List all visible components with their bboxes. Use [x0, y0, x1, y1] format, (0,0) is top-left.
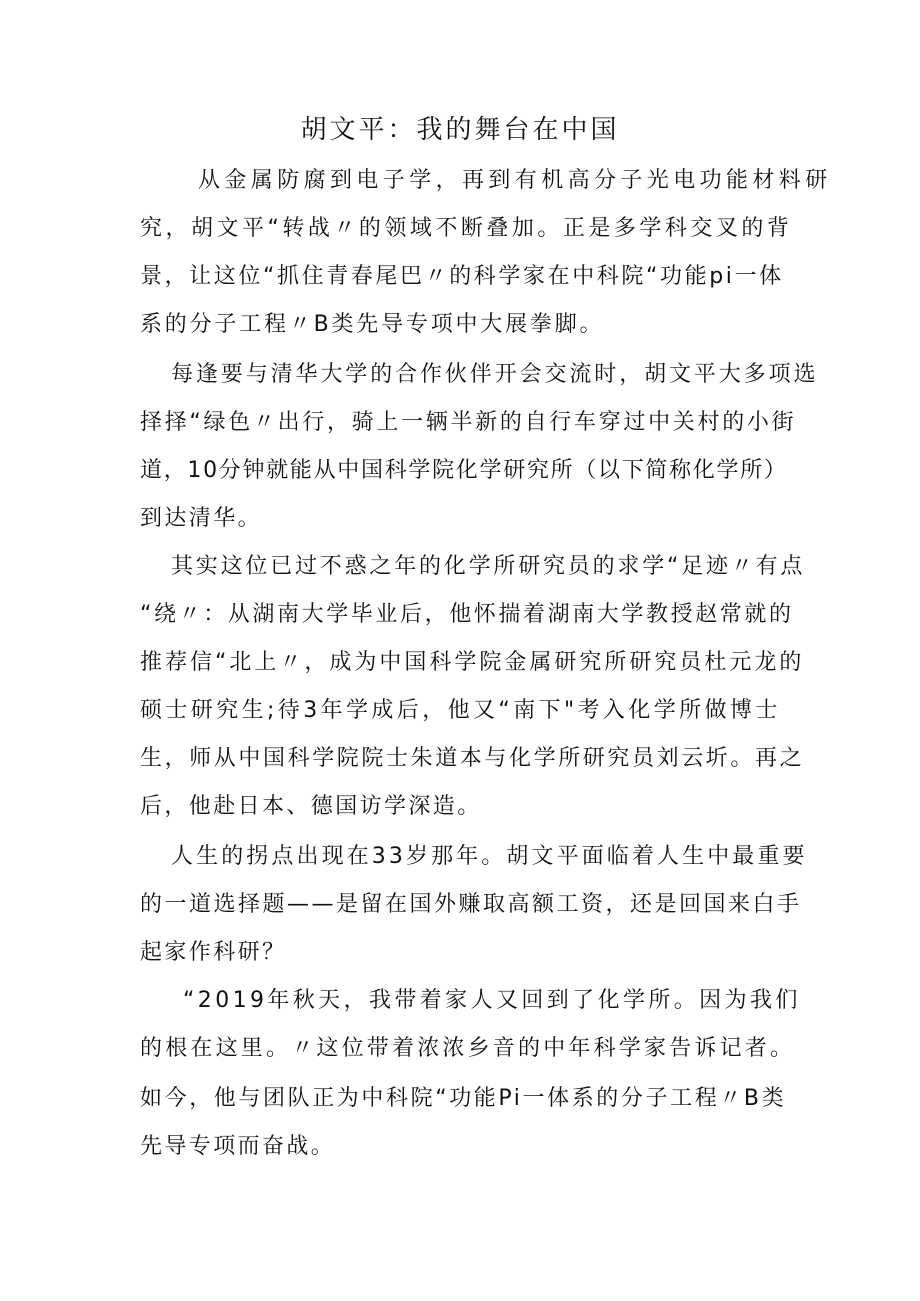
text-line: 起家作科研？ — [140, 940, 287, 965]
text-line: 到达清华。 — [140, 506, 263, 531]
text-line: 如今，他与团队正为中科院“功能Pi一体系的分子工程〃B类 — [140, 1086, 787, 1111]
text-line: 道，10分钟就能从中国科学院化学研究所（以下简称化学所） — [140, 458, 788, 483]
document-title: 胡文平：我的舞台在中国 — [300, 115, 620, 145]
text-line: 的一道选择题——是留在国外赚取高额工资，还是回国来白手 — [140, 892, 802, 917]
text-line: “绕〃：从湖南大学毕业后，他怀揣着湖南大学教授赵常就的 — [140, 602, 794, 627]
text-line: 景，让这位“抓住青春尾巴〃的科学家在中科院“功能pi一体 — [140, 264, 784, 289]
text-line: 人生的拐点出现在33岁那年。胡文平面临着人生中最重要 — [171, 844, 808, 869]
text-line: 究，胡文平“转战〃的领域不断叠加。正是多学科交叉的背 — [140, 216, 793, 241]
text-line: 生，师从中国科学院院士朱道本与化学所研究员刘云圻。再之 — [140, 746, 805, 771]
text-line: 的根在这里。〃这位带着浓浓乡音的中年科学家告诉记者。 — [140, 1036, 796, 1061]
text-line: 先导专项而奋战。 — [140, 1134, 336, 1159]
text-line: 系的分子工程〃B类先导专项中大展拳脚。 — [140, 312, 605, 337]
text-line: “2019年秋天，我带着家人又回到了化学所。因为我们 — [183, 988, 801, 1013]
text-line: 推荐信“北上〃，成为中国科学院金属研究所研究员杜元龙的 — [140, 650, 805, 675]
text-line: 硕士研究生;待3年学成后，他又“南下"考入化学所做博士 — [140, 698, 781, 723]
text-line: 后，他赴日本、德国访学深造。 — [140, 794, 482, 819]
text-line: 择择“绿色〃出行，骑上一辆半新的自行车穿过中关村的小街 — [140, 410, 797, 435]
text-line: 从金属防腐到电子学，再到有机高分子光电功能材料研 — [198, 168, 832, 193]
text-line: 其实这位已过不惑之年的化学所研究员的求学“足迹〃有点 — [171, 554, 806, 579]
text-line: 每逢要与清华大学的合作伙伴开会交流时，胡文平大多项选 — [171, 362, 819, 387]
